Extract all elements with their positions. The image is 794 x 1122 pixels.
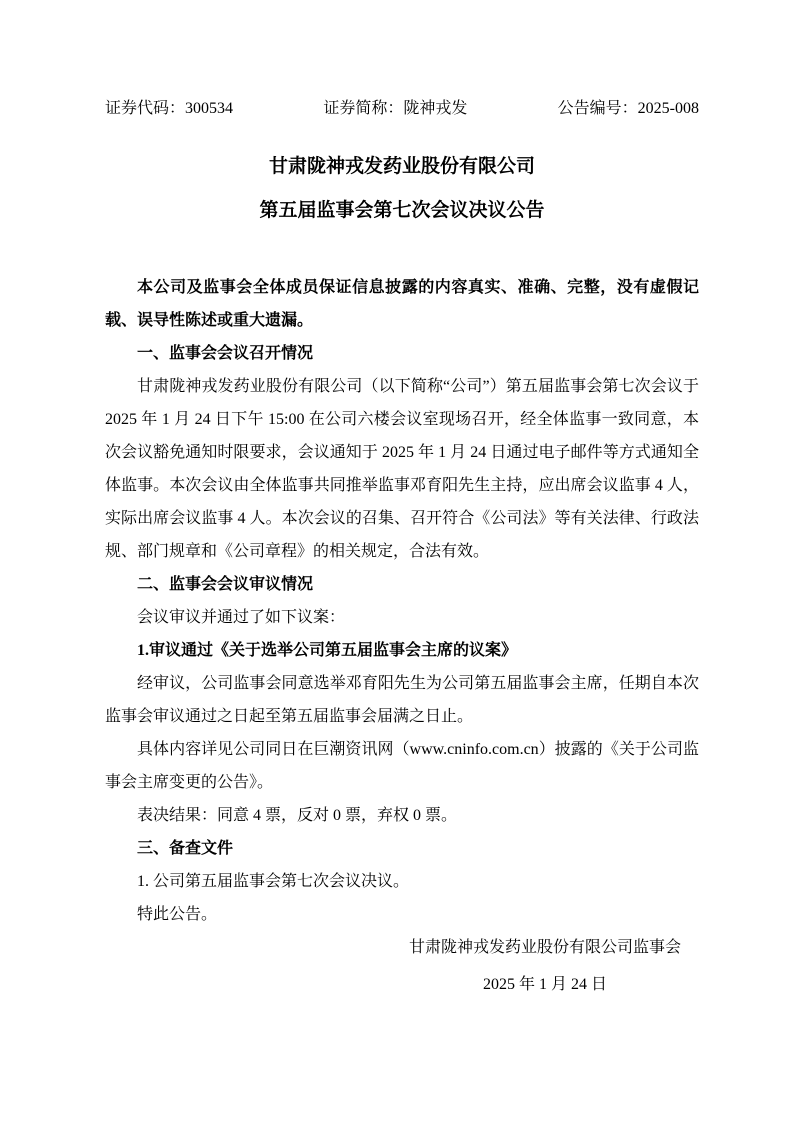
signature-company: 甘肃陇神戎发药业股份有限公司监事会 (408, 939, 681, 956)
section-2-intro: 会议审议并通过了如下议案： (137, 609, 346, 626)
company-name-title: 甘肃陇神戎发药业股份有限公司 (268, 156, 535, 177)
disclaimer-statement: 本公司及监事会全体成员保证信息披露的内容真实、准确、完整，没有虚假记载、误导性陈述或重大遗漏。 (105, 279, 699, 329)
proposal-1-heading: 1.审议通过《关于选举公司第五届监事会主席的议案》 (137, 642, 518, 659)
section-1-paragraph: 甘肃陇神戎发药业股份有限公司（以下简称“公司”）第五届监事会第七次会议于 2025 年 1 月 24 日下午 15:00 在公司六楼会议室现场召开，经全体监事一致同意，本次会议豁免通知时限要求，会议通知于 2025 年 1 月 24 日通过电子邮件等方式通知全体监事。本次会议由全体监事共同推举监事邓育阳先生主持，应出席会议监事 4 人，实际出席会议监事 4 人。本次会议的召集、召开符合《公司法》等有关法律、行政法规、部门规章和《公司章程》的相关规定，合法有效。 (105, 378, 699, 560)
section-3-heading: 三、备查文件 (137, 840, 234, 857)
document-header (105, 98, 699, 120)
stock-code: 证券代码：300534 (105, 100, 234, 117)
section-2-heading: 二、监事会会议审议情况 (137, 576, 314, 593)
reference-document-item: 1. 公司第五届监事会第七次会议决议。 (137, 873, 410, 890)
proposal-1-paragraph-1: 经审议，公司监事会同意选举邓育阳先生为公司第五届监事会主席，任期自本次监事会审议通过之日起至第五届监事会届满之日止。 (105, 675, 699, 725)
announcement-title: 第五届监事会第七次会议决议公告 (259, 200, 545, 221)
signature-block (409, 931, 681, 1001)
closing-statement: 特此公告。 (137, 906, 218, 923)
document-body (105, 337, 699, 1001)
vote-result: 表决结果：同意 4 票，反对 0 票，弃权 0 票。 (137, 807, 458, 824)
signature-date: 2025 年 1 月 24 日 (482, 976, 607, 993)
proposal-1-paragraph-2: 具体内容详见公司同日在巨潮资讯网（www.cninfo.com.cn）披露的《关于公司监事会主席变更的公告》。 (105, 741, 699, 791)
section-1-heading: 一、监事会会议召开情况 (137, 345, 314, 362)
stock-short-name: 证券简称：陇神戎发 (323, 100, 468, 117)
announcement-number: 公告编号：2025-008 (557, 100, 699, 117)
